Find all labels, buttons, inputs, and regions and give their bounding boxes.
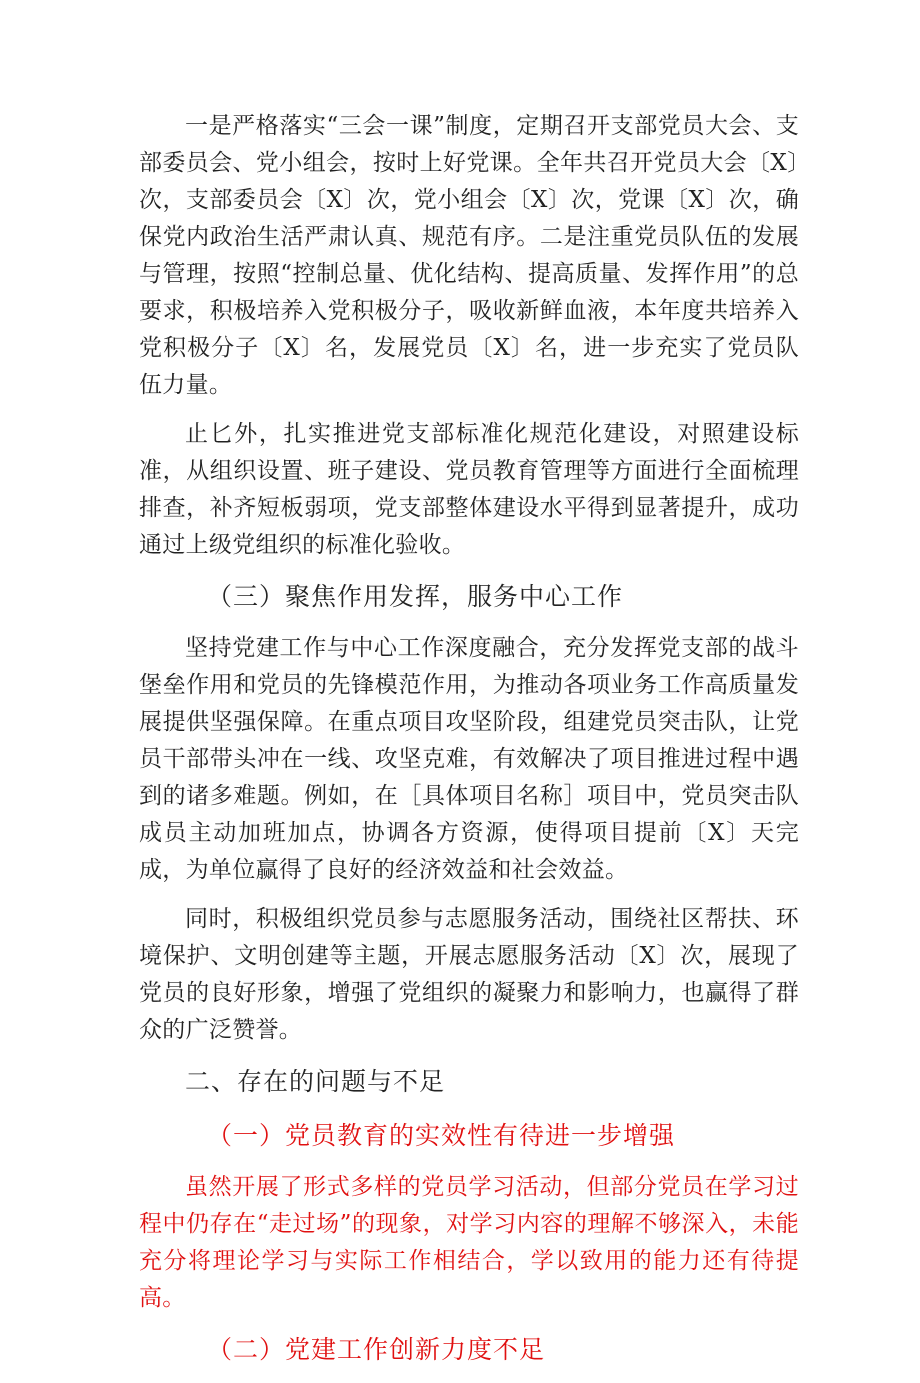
paragraph-volunteer-service: 同时，积极组织党员参与志愿服务活动，围绕社区帮扶、环境保护、文明创建等主题，开展志愿服务活动〔X〕次，展现了党员的良好形象，增强了党组织的凝聚力和影响力，也赢得了群众的广泛赞誉。 xyxy=(139,906,799,1043)
document-body xyxy=(139,108,799,1383)
issue-2-heading: （二）党建工作创新力度不足 xyxy=(207,1335,546,1364)
issue-1-paragraph: 虽然开展了形式多样的党员学习活动，但部分党员在学习过程中仍存在“走过场”的现象，对学习内容的理解不够深入，未能充分将理论学习与实际工作相结合，学以致用的能力还有待提高。 xyxy=(139,1174,799,1311)
section-3-heading: （三）聚焦作用发挥，服务中心工作 xyxy=(207,582,624,611)
paragraph-three-meetings: 一是严格落实“三会一课”制度，定期召开支部党员大会、支部委员会、党小组会，按时上好党课。全年共召开党员大会〔X〕次，支部委员会〔X〕次，党小组会〔X〕次，党课〔X〕次，确保党内政治生活严肃认真、规范有序。二是注重党员队伍的发展与管理，按照“控制总量、优化结构、提高质量、发挥作用”的总要求，积极培养入党积极分子，吸收新鲜血液，本年度共培养入党积极分子〔X〕名，发展党员〔X〕名，进一步充实了党员队伍力量。 xyxy=(139,113,799,398)
issue-1-heading: （一）党员教育的实效性有待进一步增强 xyxy=(207,1121,676,1150)
part-2-heading: 二、存在的问题与不足 xyxy=(185,1067,446,1096)
paragraph-center-work: 坚持党建工作与中心工作深度融合，充分发挥党支部的战斗堡垒作用和党员的先锋模范作用，为推动各项业务工作高质量发展提供坚强保障。在重点项目攻坚阶段，组建党员突击队，让党员干部带头冲在一线、攻坚克难，有效解决了项目推进过程中遇到的诸多难题。例如，在［具体项目名称］项目中，党员突击队成员主动加班加点，协调各方资源，使得项目提前〔X〕天完成，为单位赢得了良好的经济效益和社会效益。 xyxy=(139,635,799,883)
paragraph-standardization: 止匕外，扎实推进党支部标准化规范化建设，对照建设标准，从组织设置、班子建设、党员教育管理等方面进行全面梳理排查，补齐短板弱项，党支部整体建设水平得到显著提升，成功通过上级党组织的标准化验收。 xyxy=(139,421,799,558)
